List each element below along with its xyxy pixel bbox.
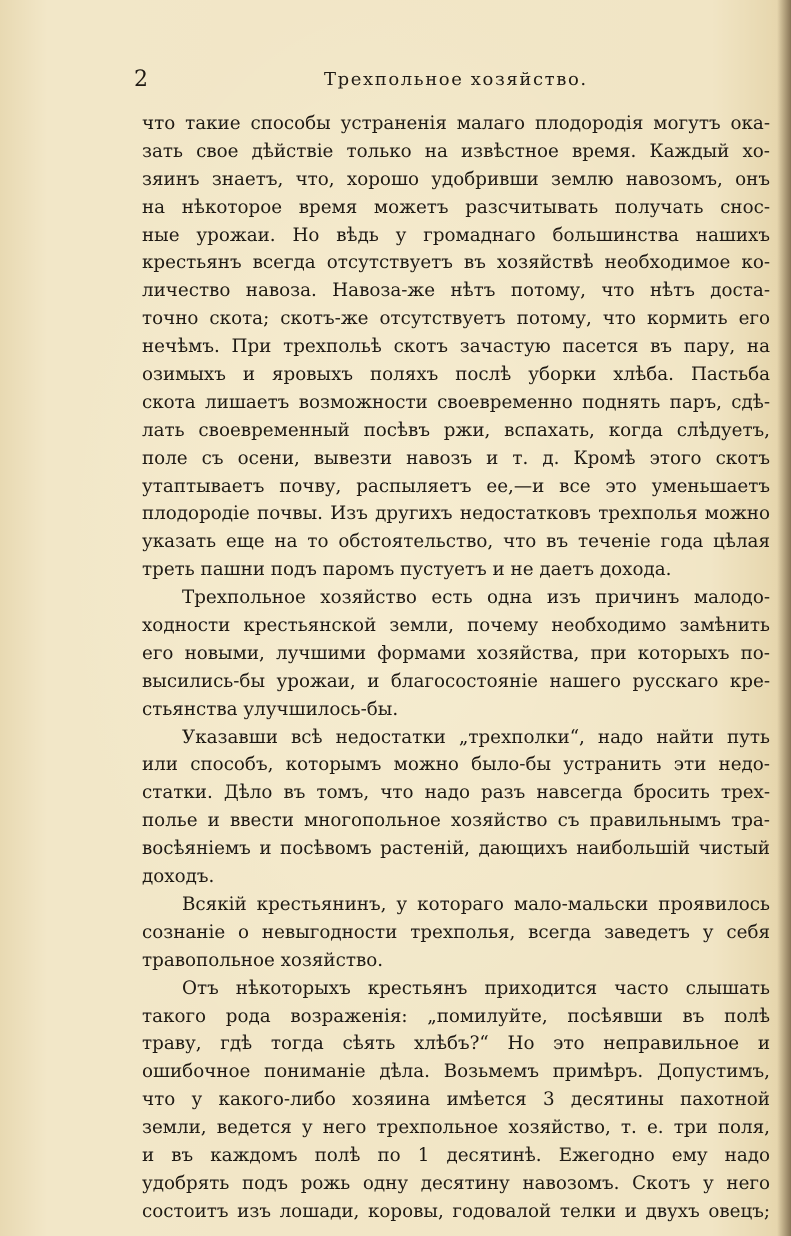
- text-line: личество навоза. Навоза-же нѣтъ потому, что нѣтъ доста-: [142, 280, 770, 302]
- text-line: статки. Дѣло въ томъ, что надо разъ навсегда бросить трех-: [142, 782, 770, 804]
- text-line: земли, ведется у него трехпольное хозяйство, т. е. три поля,: [142, 1117, 770, 1139]
- text-line: треть пашни подъ паромъ пустуетъ и не даетъ дохода.: [142, 559, 672, 581]
- text-line: такого рода возраженія: „помилуйте, посѣявши въ полѣ: [142, 1005, 770, 1027]
- text-line: состоитъ изъ лошади, коровы, годовалой телки и двухъ овецъ;: [142, 1200, 770, 1222]
- page-header: [134, 66, 774, 94]
- paragraph-first-line: Указавши всѣ недостатки „трехполки“, надо найти путь: [182, 726, 770, 748]
- text-line: поле съ осени, вывезти навозъ и т. д. Кромѣ этого скотъ: [142, 447, 770, 469]
- text-line: восѣяніемъ и посѣвомъ растеній, дающихъ наибольшій чистый: [142, 838, 770, 860]
- page-edge-shadow: [777, 0, 791, 1236]
- text-line: и въ каждомъ полѣ по 1 десятинѣ. Ежегодно ему надо: [142, 1144, 770, 1166]
- text-line: траву, гдѣ тогда сѣять хлѣбъ?“ Но это неправильное и: [142, 1033, 770, 1055]
- text-line: или способъ, которымъ можно было-бы устранить эти недо-: [142, 754, 770, 776]
- text-line: полье и ввести многопольное хозяйство съ правильнымъ тра-: [142, 810, 770, 832]
- text-line: озимыхъ и яровыхъ поляхъ послѣ уборки хлѣба. Пастьба: [142, 364, 770, 386]
- text-line: на нѣкоторое время можетъ разсчитывать получать снос-: [142, 196, 770, 218]
- text-line: удобрять подъ рожь одну десятину навозомъ. Скотъ у него: [142, 1172, 770, 1194]
- running-title: Трехпольное хозяйство.: [324, 69, 588, 90]
- text-line: доходъ.: [142, 866, 215, 888]
- paragraph-first-line: Трехпольное хозяйство есть одна изъ причинъ малодо-: [182, 587, 770, 609]
- text-line: указать еще на то обстоятельство, что въ теченіе года цѣлая: [142, 531, 770, 553]
- text-line: зать свое дѣйствіе только на извѣстное время. Каждый хо-: [142, 140, 770, 162]
- text-line: стьянства улучшилось-бы.: [142, 698, 399, 720]
- paragraph-first-line: Отъ нѣкоторыхъ крестьянъ приходится часто слышать: [182, 977, 770, 999]
- text-line: утаптываетъ почву, распыляетъ ее,—и все это уменьшаетъ: [142, 475, 770, 497]
- text-line: плодородіе почвы. Изъ другихъ недостатковъ трехполья можно: [142, 503, 770, 525]
- text-line: травопольное хозяйство.: [142, 949, 384, 971]
- text-line: лать своевременный посѣвъ ржи, вспахать, когда слѣдуетъ,: [142, 419, 770, 441]
- text-line: зяинъ знаетъ, что, хорошо удобривши землю навозомъ, онъ: [142, 168, 770, 190]
- text-line: крестьянъ всегда отсутствуетъ въ хозяйствѣ необходимое ко-: [142, 252, 770, 274]
- page-number: 2: [134, 67, 148, 92]
- text-line: ные урожаи. Но вѣдь у громаднаго большинства нашихъ: [142, 224, 770, 246]
- text-line: высились-бы урожаи, и благосостояніе нашего русскаго кре-: [142, 670, 770, 692]
- text-line: точно скота; скотъ-же отсутствуетъ потому, что кормить его: [142, 308, 770, 330]
- text-line: скота лишаетъ возможности своевременно поднять паръ, сдѣ-: [142, 391, 770, 413]
- body-text: [142, 110, 770, 1226]
- text-line: его новыми, лучшими формами хозяйства, при которыхъ по-: [142, 642, 770, 664]
- text-line: сознаніе о невыгодности трехполья, всегда заведетъ у себя: [142, 921, 770, 943]
- text-line: что у какого-либо хозяина имѣется 3 десятины пахотной: [142, 1089, 770, 1111]
- text-line: что такие способы устраненія малаго плодородія могутъ ока-: [142, 113, 770, 134]
- text-line: нечѣмъ. При трехпольѣ скотъ зачастую пасется въ пару, на: [142, 336, 770, 358]
- paragraph-first-line: Всякій крестьянинъ, у котораго мало-мальски проявилось: [182, 893, 770, 915]
- text-line: ошибочное пониманіе дѣла. Возьмемъ примѣръ. Допустимъ,: [142, 1061, 770, 1083]
- text-line: ходности крестьянской земли, почему необходимо замѣнить: [142, 615, 770, 637]
